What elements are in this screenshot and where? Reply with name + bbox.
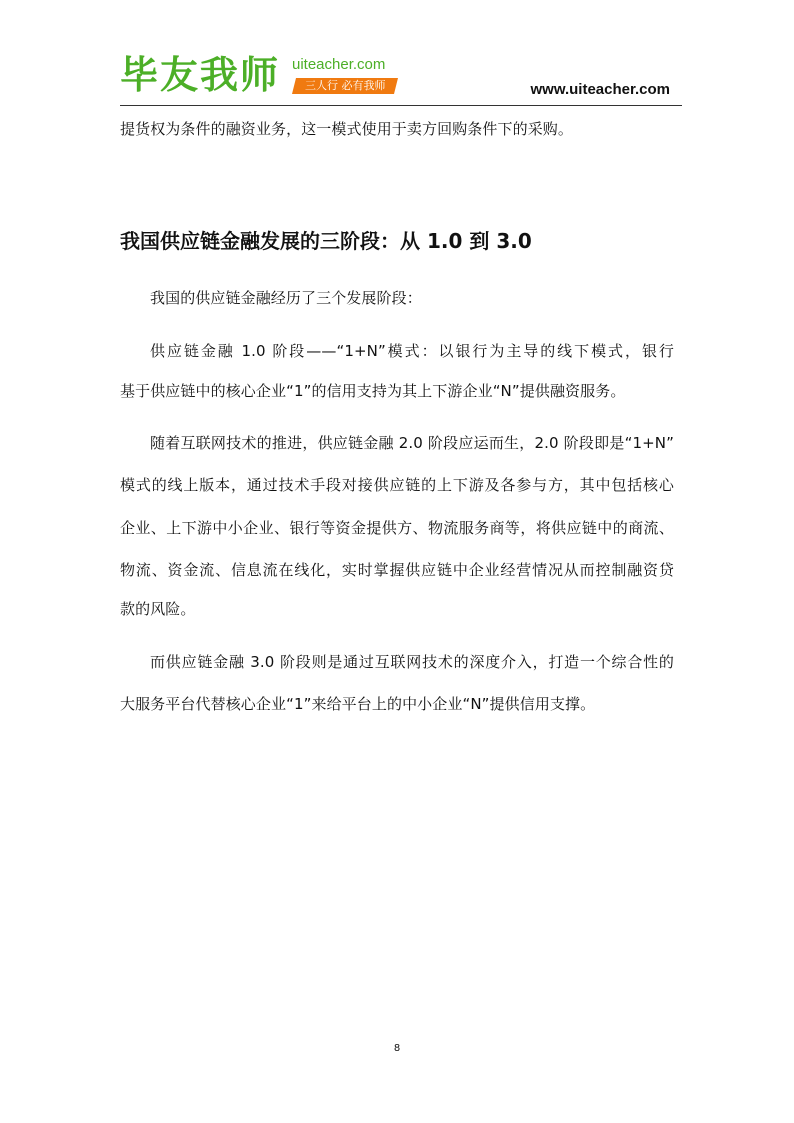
paragraph-2-line-2: 基于供应链中的核心企业“1”的信用支持为其上下游企业“N”提供融资服务。 (120, 382, 626, 400)
logo-slogan-text: 三人行 必有我师 (304, 79, 386, 92)
page-header (120, 50, 682, 106)
logo-domain: uiteacher.com (292, 56, 386, 73)
paragraph-3-line-1: 随着互联网技术的推进，供应链金融 2.0 阶段应运而生，2.0 阶段即是“1+N” (150, 434, 674, 452)
page-number: 8 (393, 1043, 401, 1054)
paragraph-2-line-1: 供应链金融 1.0 阶段——“1+N”模式：以银行为主导的线下模式，银行 (150, 342, 674, 360)
paragraph-3-line-5: 款的风险。 (120, 600, 196, 618)
section-heading: 我国供应链金融发展的三阶段：从 1.0 到 3.0 (120, 229, 532, 253)
header-divider (120, 105, 682, 106)
paragraph-3-line-3: 企业、上下游中小企业、银行等资金提供方、物流服务商等，将供应链中的商流、 (120, 519, 674, 537)
paragraph-3-line-4: 物流、资金流、信息流在线化，实时掌握供应链中企业经营情况从而控制融资贷 (120, 561, 674, 579)
paragraph-4-line-1: 而供应链金融 3.0 阶段则是通过互联网技术的深度介入，打造一个综合性的 (150, 653, 674, 671)
header-site-url: www.uiteacher.com (530, 81, 670, 98)
paragraph-3-line-2: 模式的线上版本，通过技术手段对接供应链的上下游及各参与方，其中包括核心 (120, 476, 674, 494)
logo-slogan (292, 78, 398, 94)
paragraph-1: 我国的供应链金融经历了三个发展阶段： (150, 289, 422, 307)
paragraph-4-line-2: 大服务平台代替核心企业“1”来给平台上的中小企业“N”提供信用支撑。 (120, 695, 596, 713)
intro-line: 提货权为条件的融资业务，这一模式使用于卖方回购条件下的采购。 (120, 120, 574, 138)
logo-text: 毕友我师 (120, 53, 281, 97)
